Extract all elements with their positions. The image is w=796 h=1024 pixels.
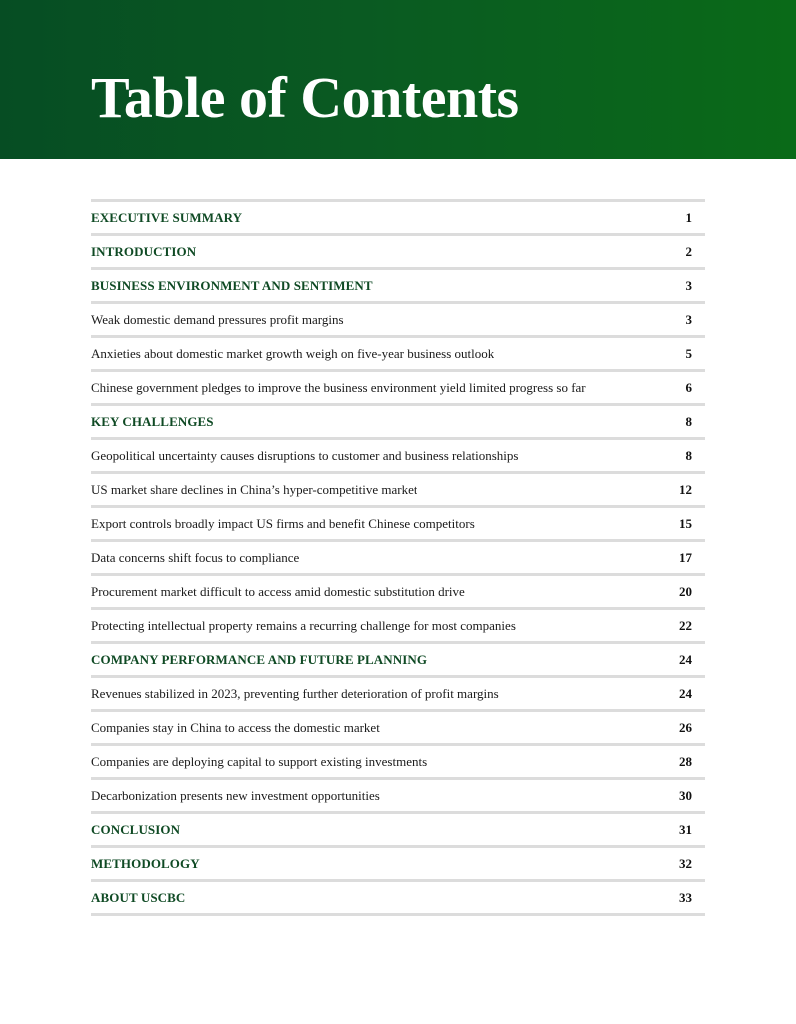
page-title: Table of Contents: [91, 65, 519, 130]
toc-entry-title: BUSINESS ENVIRONMENT AND SENTIMENT: [91, 277, 373, 293]
toc-entry-page: 24: [679, 651, 692, 667]
toc-entry-title: Companies stay in China to access the domestic market: [91, 719, 380, 735]
toc-entry-title: Procurement market difficult to access amid domestic substitution drive: [91, 583, 465, 599]
toc-entry-page: 3: [685, 311, 692, 327]
toc-entry-page: 12: [679, 481, 692, 497]
toc-entry-key-challenges[interactable]: [91, 406, 705, 440]
toc-entry-data-concerns[interactable]: [91, 542, 705, 576]
toc-entry-government-pledges[interactable]: [91, 372, 705, 406]
toc-entry-title: Revenues stabilized in 2023, preventing further deterioration of profit margins: [91, 685, 499, 701]
toc-entry-title: Decarbonization presents new investment opportunities: [91, 787, 380, 803]
toc-entry-methodology[interactable]: [91, 848, 705, 882]
toc-entry-business-environment[interactable]: [91, 270, 705, 304]
toc-entry-page: 8: [685, 413, 692, 429]
toc-entry-page: 17: [679, 549, 692, 565]
toc-entry-title: METHODOLOGY: [91, 855, 200, 871]
toc-entry-title: US market share declines in China’s hyper-competitive market: [91, 481, 418, 497]
toc-entry-title: Anxieties about domestic market growth weigh on five-year business outlook: [91, 345, 495, 361]
toc-entry-title: ABOUT USCBC: [91, 889, 186, 905]
toc-entry-companies-stay[interactable]: [91, 712, 705, 746]
toc-entry-page: 26: [679, 719, 692, 735]
toc-entry-title: Geopolitical uncertainty causes disruptions to customer and business relationships: [91, 447, 519, 463]
toc-entry-anxieties-domestic-growth[interactable]: [91, 338, 705, 372]
toc-entry-export-controls[interactable]: [91, 508, 705, 542]
toc-entry-title: INTRODUCTION: [91, 243, 197, 259]
toc-entry-revenues-stabilized[interactable]: [91, 678, 705, 712]
toc-entry-us-market-share[interactable]: [91, 474, 705, 508]
toc-entry-title: Export controls broadly impact US firms and benefit Chinese competitors: [91, 515, 475, 531]
toc-entry-page: 31: [679, 821, 692, 837]
toc-entry-page: 3: [685, 277, 692, 293]
toc-entry-title: Data concerns shift focus to compliance: [91, 549, 300, 565]
toc-entry-page: 20: [679, 583, 692, 599]
toc-entry-title: Protecting intellectual property remains a recurring challenge for most companies: [91, 617, 516, 633]
toc-entry-page: 2: [685, 243, 692, 259]
toc-entry-title: EXECUTIVE SUMMARY: [91, 209, 243, 225]
toc-entry-company-performance[interactable]: [91, 644, 705, 678]
toc-entry-conclusion[interactable]: [91, 814, 705, 848]
toc-entry-introduction[interactable]: [91, 236, 705, 270]
toc-entry-page: 28: [679, 753, 692, 769]
toc-entry-title: CONCLUSION: [91, 821, 181, 837]
toc-entry-page: 8: [685, 447, 692, 463]
toc-entry-title: Chinese government pledges to improve the business environment yield limited progress so far: [91, 379, 586, 395]
toc-entry-page: 33: [679, 889, 692, 905]
toc-entry-page: 6: [685, 379, 692, 395]
toc-entry-decarbonization[interactable]: [91, 780, 705, 814]
toc-entry-page: 15: [679, 515, 692, 531]
toc-entry-geopolitical-uncertainty[interactable]: [91, 440, 705, 474]
toc-entry-procurement-market[interactable]: [91, 576, 705, 610]
toc-entry-deploying-capital[interactable]: [91, 746, 705, 780]
toc-entry-title: KEY CHALLENGES: [91, 413, 214, 429]
toc-entry-executive-summary[interactable]: [91, 202, 705, 236]
toc-entry-page: 30: [679, 787, 692, 803]
toc-entry-page: 32: [679, 855, 692, 871]
toc-entry-page: 5: [685, 345, 692, 361]
toc-entry-title: Weak domestic demand pressures profit margins: [91, 311, 344, 327]
toc-entry-title: COMPANY PERFORMANCE AND FUTURE PLANNING: [91, 651, 428, 667]
toc-entry-weak-domestic-demand[interactable]: [91, 304, 705, 338]
toc-entry-page: 1: [685, 209, 692, 225]
toc-entry-page: 22: [679, 617, 692, 633]
toc-entry-title: Companies are deploying capital to support existing investments: [91, 753, 428, 769]
toc-entry-intellectual-property[interactable]: [91, 610, 705, 644]
toc-entry-page: 24: [679, 685, 692, 701]
table-of-contents: [91, 199, 705, 916]
header-banner: [0, 0, 796, 159]
toc-entry-about-uscbc[interactable]: [91, 882, 705, 916]
